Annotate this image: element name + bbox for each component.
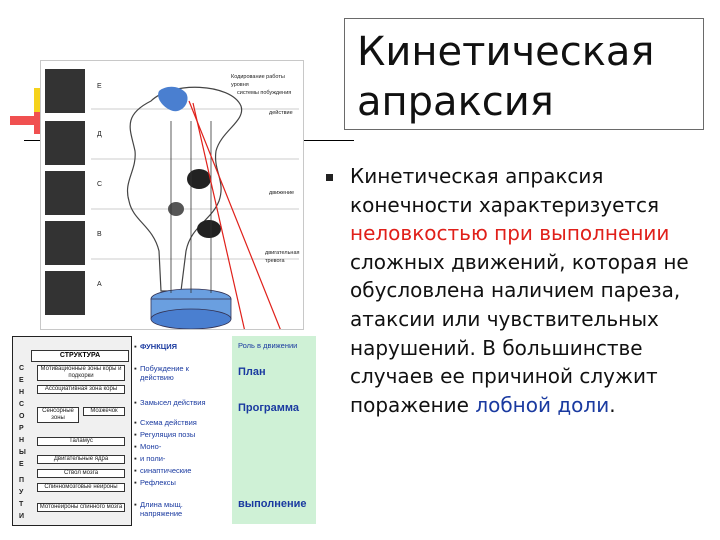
role-panel: [232, 336, 316, 524]
body-highlight-blue: лобной доли: [475, 392, 610, 417]
struct-letter: Р: [19, 425, 24, 432]
statue-image-d: [45, 121, 85, 165]
function-item: ▪ Моно-: [140, 442, 220, 451]
bullet-marker: [326, 174, 333, 181]
label-action: действие: [269, 110, 293, 116]
label-movement: движение: [269, 190, 295, 196]
level-c: С: [97, 181, 103, 188]
struct-letter: Ы: [19, 449, 26, 456]
struct-letter: П: [19, 477, 25, 484]
struct-box: Сенсорные зоны: [37, 407, 79, 423]
struct-letter: Н: [19, 389, 25, 396]
role-header: Роль в движении: [238, 341, 298, 350]
struct-box: Двигательные ядра: [37, 455, 125, 464]
role-item-execution: выполнение: [238, 498, 307, 510]
level-e: Е: [97, 83, 102, 90]
statue-image-c: [45, 171, 85, 215]
struct-box: Ствол мозга: [37, 469, 125, 478]
struct-box: Мотонейроны спинного мозга: [37, 503, 125, 512]
label-motivation: системы побуждения: [237, 90, 292, 96]
function-item: ▪ Рефлексы: [140, 478, 220, 487]
function-item: ▪ Замысел действия: [140, 398, 220, 407]
struct-letter: Н: [19, 437, 25, 444]
title-box: [344, 18, 704, 130]
body-text: [350, 162, 710, 419]
structure-panel: [12, 336, 132, 526]
struct-letter: О: [19, 413, 25, 420]
level-a: А: [97, 281, 102, 288]
role-item-program: Программа: [238, 402, 300, 414]
content-box: [320, 160, 712, 480]
structure-title: СТРУКТУРА: [31, 350, 129, 362]
statue-image-a: [45, 271, 85, 315]
struct-box: Мозжечок: [83, 407, 125, 416]
struct-box: Спинномозговые нейроны: [37, 483, 125, 492]
label-coding: Кодирование работы уровня: [231, 74, 285, 88]
struct-box: Таламус: [37, 437, 125, 446]
struct-letter: С: [19, 401, 25, 408]
level-d: Д: [97, 131, 102, 138]
function-item: ▪ Регуляция позы: [140, 430, 220, 439]
function-panel: [134, 336, 232, 524]
level-b: В: [97, 231, 102, 238]
function-item: ▪ и поли-: [140, 454, 220, 463]
struct-letter: Е: [19, 461, 24, 468]
slide-title: Кинетическая апраксия: [357, 29, 655, 125]
function-item: ▪ синаптические: [140, 466, 220, 475]
role-item-plan: План: [238, 366, 266, 378]
struct-box: Мотивационные зоны коры и подкорки: [37, 365, 125, 381]
struct-box: Ассоциативная зона коры: [37, 385, 125, 394]
body-highlight-red: неловкостью при выполнении: [350, 221, 670, 246]
body-segment-2: сложных движений, которая не обусловлена наличием пареза, атаксии или чувствительных нарушений. В большинстве случаев ее причиной служит поражение: [350, 249, 689, 417]
function-item: ▪ Длина мыщ. напряжение: [140, 500, 220, 518]
struct-letter: Е: [19, 377, 24, 384]
body-lead: Кинетическая апраксия: [350, 164, 604, 188]
struct-letter: С: [19, 365, 25, 372]
movement-levels-figure: [40, 60, 304, 330]
body-segment-1: конечности характеризуется: [350, 192, 660, 217]
function-header: ▪ ФУНКЦИЯ: [140, 342, 177, 351]
statue-image-e: [45, 69, 85, 113]
struct-letter: Т: [19, 501, 24, 508]
struct-letter: И: [19, 513, 25, 520]
body-segment-3: .: [609, 392, 616, 417]
function-item: ▪ Схема действия: [140, 418, 220, 427]
statue-image-b: [45, 221, 85, 265]
struct-letter: У: [19, 489, 24, 496]
label-motor-alarm: двигательная тревога: [265, 250, 300, 264]
structure-function-figure: [12, 336, 318, 526]
function-item: ▪ Побуждение к действию: [140, 364, 220, 382]
